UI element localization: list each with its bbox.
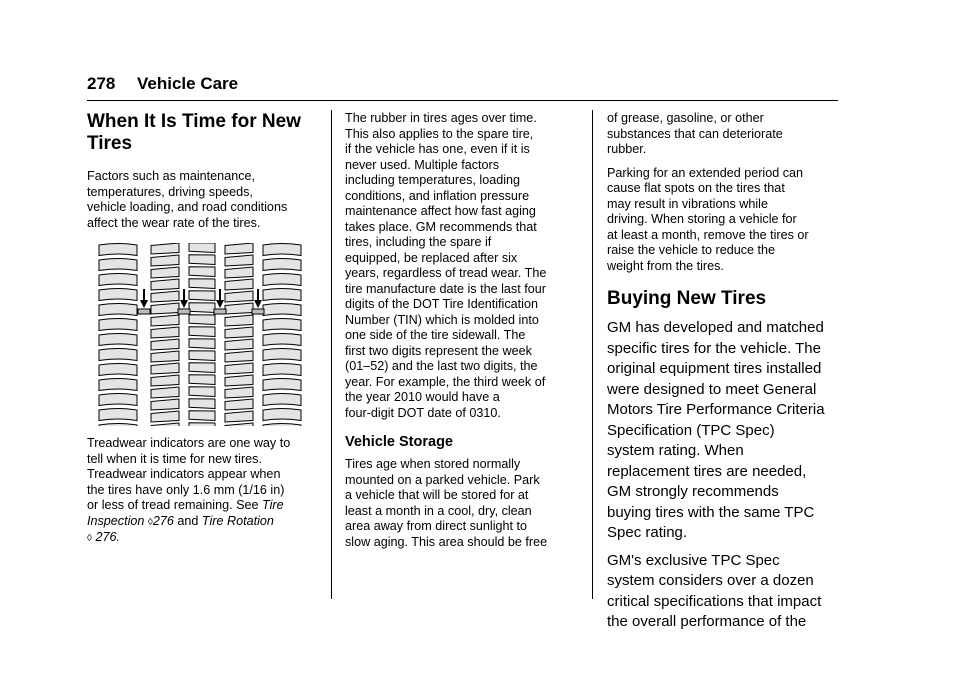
tread-block — [189, 423, 215, 426]
tread-block — [99, 274, 137, 286]
tread-block — [225, 411, 253, 422]
tpc-spec-paragraph — [607, 318, 843, 544]
text-line: This also applies to the spare tire, — [345, 126, 534, 141]
tread-block — [99, 424, 137, 427]
tread-block — [189, 291, 215, 301]
text-line: equipped, be replaced after six — [345, 250, 518, 265]
text-line: (01–52) and the last two digits, the — [345, 359, 538, 373]
text-line: replacement tires are needed, — [607, 462, 807, 480]
tread-block — [225, 315, 253, 326]
indicator-arrow-head — [216, 300, 224, 308]
tread-block — [99, 379, 137, 391]
text-line: Treadwear indicators are one way to — [87, 436, 291, 450]
tread-block — [263, 409, 301, 421]
text-line: were designed to meet General — [607, 380, 817, 398]
text-line: substances that can deteriorate — [607, 126, 783, 141]
tread-block — [99, 349, 137, 361]
tread-block — [225, 423, 253, 426]
text-line: temperatures, driving speeds, — [87, 184, 253, 199]
text-line: raise the vehicle to reduce the — [607, 243, 776, 257]
text-line: GM's exclusive TPC Spec — [607, 551, 780, 569]
tread-block — [151, 351, 179, 362]
text-line: or less of tread remaining. See — [87, 498, 263, 512]
tread-block — [99, 304, 137, 316]
tread-block — [151, 315, 179, 326]
text-line: system considers over a dozen — [607, 572, 814, 589]
text-line: rubber. — [607, 142, 647, 156]
tread-block — [225, 387, 253, 398]
text-line: digits of the DOT Tire Identification — [345, 297, 538, 311]
text-line: conditions, and inflation pressure — [345, 188, 530, 203]
vehicle-storage-paragraph — [345, 457, 585, 550]
page-ref-276[interactable]: 276 — [152, 513, 174, 528]
text-line: Parking for an extended period can — [607, 165, 804, 180]
text-line: the year 2010 would have a — [345, 390, 500, 404]
tread-block — [225, 279, 253, 290]
tread-block — [189, 387, 215, 397]
text-line: Treadwear indicators appear when — [87, 467, 281, 481]
tread-block — [151, 363, 179, 374]
tread-block — [263, 424, 301, 427]
text-line: GM has developed and matched — [607, 319, 824, 336]
text-line: weight from the tires. — [607, 258, 724, 273]
text-line: Spec rating. — [607, 524, 688, 541]
column-divider-2 — [592, 110, 593, 599]
tread-block — [263, 394, 301, 406]
tread-block — [99, 289, 137, 301]
tread-block — [263, 349, 301, 361]
tread-block — [189, 327, 215, 337]
text-line: may result in vibrations while — [607, 196, 768, 211]
tread-block — [189, 303, 215, 313]
column-1-lower — [87, 436, 327, 547]
tread-block — [151, 255, 179, 266]
heading-vehicle-storage: Vehicle Storage — [345, 434, 453, 450]
tread-block — [151, 303, 179, 314]
tread-block — [225, 291, 253, 302]
text-line: Motors Tire Performance Criteria — [607, 401, 825, 418]
text-line: at least a month, remove the tires or — [607, 227, 809, 242]
column-2 — [345, 111, 585, 550]
text-line: if the vehicle has one, even if it is — [345, 142, 530, 156]
tread-block — [263, 364, 301, 376]
tread-block — [189, 243, 215, 253]
tread-block — [225, 363, 253, 374]
tread-block — [151, 279, 179, 290]
text-line: one side of the tire sidewall. The — [345, 328, 526, 342]
tread-block — [225, 339, 253, 350]
tread-block — [151, 339, 179, 350]
heading-line: When It Is Time for New — [87, 111, 301, 132]
storage-paragraph-cont — [607, 111, 843, 158]
tread-block — [151, 411, 179, 422]
flat-spots-paragraph — [607, 166, 843, 275]
text-and: and — [177, 513, 199, 528]
link-tire-inspection-cont[interactable]: Inspection — [87, 513, 145, 528]
treadwear-indicator-illustration — [97, 243, 305, 426]
tread-block — [189, 279, 215, 289]
tread-block — [151, 327, 179, 338]
text-line: including temperatures, loading — [345, 173, 521, 187]
tread-block — [99, 259, 137, 271]
treadwear-paragraph — [87, 436, 327, 547]
text-line: affect the wear rate of the tires. — [87, 215, 261, 230]
tread-block — [151, 267, 179, 278]
page-ref-276-b[interactable]: 276. — [95, 530, 120, 544]
text-line: tires, including the spare if — [345, 235, 492, 249]
text-line: The rubber in tires ages over time. — [345, 111, 537, 125]
tread-block — [189, 255, 215, 265]
treadwear-indicator-bar — [252, 309, 264, 314]
text-line: Specification (TPC Spec) — [607, 421, 775, 439]
tread-block — [151, 387, 179, 398]
text-line: critical specifications that impact — [607, 592, 822, 610]
tread-block — [189, 375, 215, 385]
text-line: the overall performance of the — [607, 613, 807, 630]
tread-block — [151, 243, 179, 254]
column-1 — [87, 111, 327, 231]
tread-block — [225, 267, 253, 278]
tread-block — [263, 379, 301, 391]
tread-block — [225, 375, 253, 386]
column-3 — [607, 111, 843, 633]
indicator-arrow-head — [180, 300, 188, 308]
treadwear-indicator-bar — [178, 309, 190, 314]
text-line: a vehicle that will be stored for at — [345, 488, 529, 502]
indicator-arrow-head — [254, 300, 262, 308]
text-line: first two digits represent the week — [345, 343, 532, 358]
tread-block — [189, 267, 215, 277]
text-line: takes place. GM recommends that — [345, 219, 537, 234]
tread-block — [263, 259, 301, 271]
text-line: specific tires for the vehicle. The — [607, 339, 821, 357]
text-line: cause flat spots on the tires that — [607, 181, 785, 195]
tread-block — [151, 291, 179, 302]
tread-block — [225, 327, 253, 338]
tread-block — [189, 411, 215, 421]
tread-block — [151, 375, 179, 386]
text-line: vehicle loading, and road conditions — [87, 200, 288, 214]
tread-block — [189, 339, 215, 349]
text-line: original equipment tires installed — [607, 360, 822, 377]
page-header — [87, 72, 838, 101]
text-line: system rating. When — [607, 442, 744, 459]
text-line: driving. When storing a vehicle for — [607, 212, 797, 226]
indicator-arrow-head — [140, 300, 148, 308]
tread-block — [99, 394, 137, 406]
tread-block — [99, 334, 137, 346]
text-line: slow aging. This area should be free — [345, 534, 548, 549]
tread-block — [263, 244, 301, 256]
section-title: Vehicle Care — [137, 74, 239, 93]
column-divider-1 — [331, 110, 332, 599]
text-line: of grease, gasoline, or other — [607, 111, 764, 125]
text-line: year. For example, the third week of — [345, 374, 546, 389]
text-line: GM strongly recommends — [607, 483, 779, 500]
tread-block — [189, 351, 215, 361]
text-line: four-digit DOT date of 0310. — [345, 405, 501, 420]
link-tire-rotation[interactable]: Tire Rotation — [201, 513, 274, 528]
heading-when-time-for-new-tires — [87, 111, 327, 155]
text-line: Number (TIN) which is molded into — [345, 312, 539, 327]
tread-block — [189, 363, 215, 373]
text-line: maintenance affect how fast aging — [345, 204, 536, 218]
text-line: tell when it is time for new tires. — [87, 451, 262, 466]
tread-block — [263, 274, 301, 286]
tread-block — [263, 334, 301, 346]
text-line: buying tires with the same TPC — [607, 503, 815, 521]
tread-block — [99, 409, 137, 421]
page-ref-icon: ◊ — [147, 516, 153, 528]
text-line: Tires age when stored normally — [345, 457, 521, 471]
text-line: least a month in a cool, dry, clean — [345, 503, 532, 518]
tread-block — [189, 315, 215, 325]
treadwear-indicator-bar — [138, 309, 150, 314]
tire-aging-paragraph — [345, 111, 585, 421]
tread-block — [99, 244, 137, 256]
tread-block — [263, 289, 301, 301]
text-line: never used. Multiple factors — [345, 157, 499, 172]
tread-block — [225, 399, 253, 410]
heading-buying-new-tires: Buying New Tires — [607, 288, 767, 309]
tread-block — [189, 399, 215, 409]
text-line: mounted on a parked vehicle. Park — [345, 472, 540, 487]
tread-block — [263, 304, 301, 316]
text-line: area away from direct sunlight to — [345, 519, 527, 533]
tread-block — [263, 319, 301, 331]
text-line: years, regardless of tread wear. The — [345, 266, 547, 280]
tread-block — [225, 255, 253, 266]
intro-paragraph — [87, 169, 327, 231]
treadwear-indicator-bar — [214, 309, 226, 314]
tread-block — [225, 243, 253, 254]
tread-block — [225, 351, 253, 362]
tread-block — [151, 399, 179, 410]
tread-block — [151, 423, 179, 426]
page-ref-icon: ◊ — [87, 533, 92, 544]
heading-line: Tires — [87, 133, 133, 154]
tread-block — [225, 303, 253, 314]
text-line: the tires have only 1.6 mm (1/16 in) — [87, 482, 285, 497]
text-line: tire manufacture date is the last four — [345, 281, 546, 296]
tpc-exclusive-paragraph — [607, 551, 843, 633]
page-number: 278 — [87, 74, 116, 93]
tread-block — [99, 319, 137, 331]
tread-block — [99, 364, 137, 376]
link-tire-inspection[interactable]: Tire — [262, 498, 284, 512]
text-line: Factors such as maintenance, — [87, 169, 255, 183]
